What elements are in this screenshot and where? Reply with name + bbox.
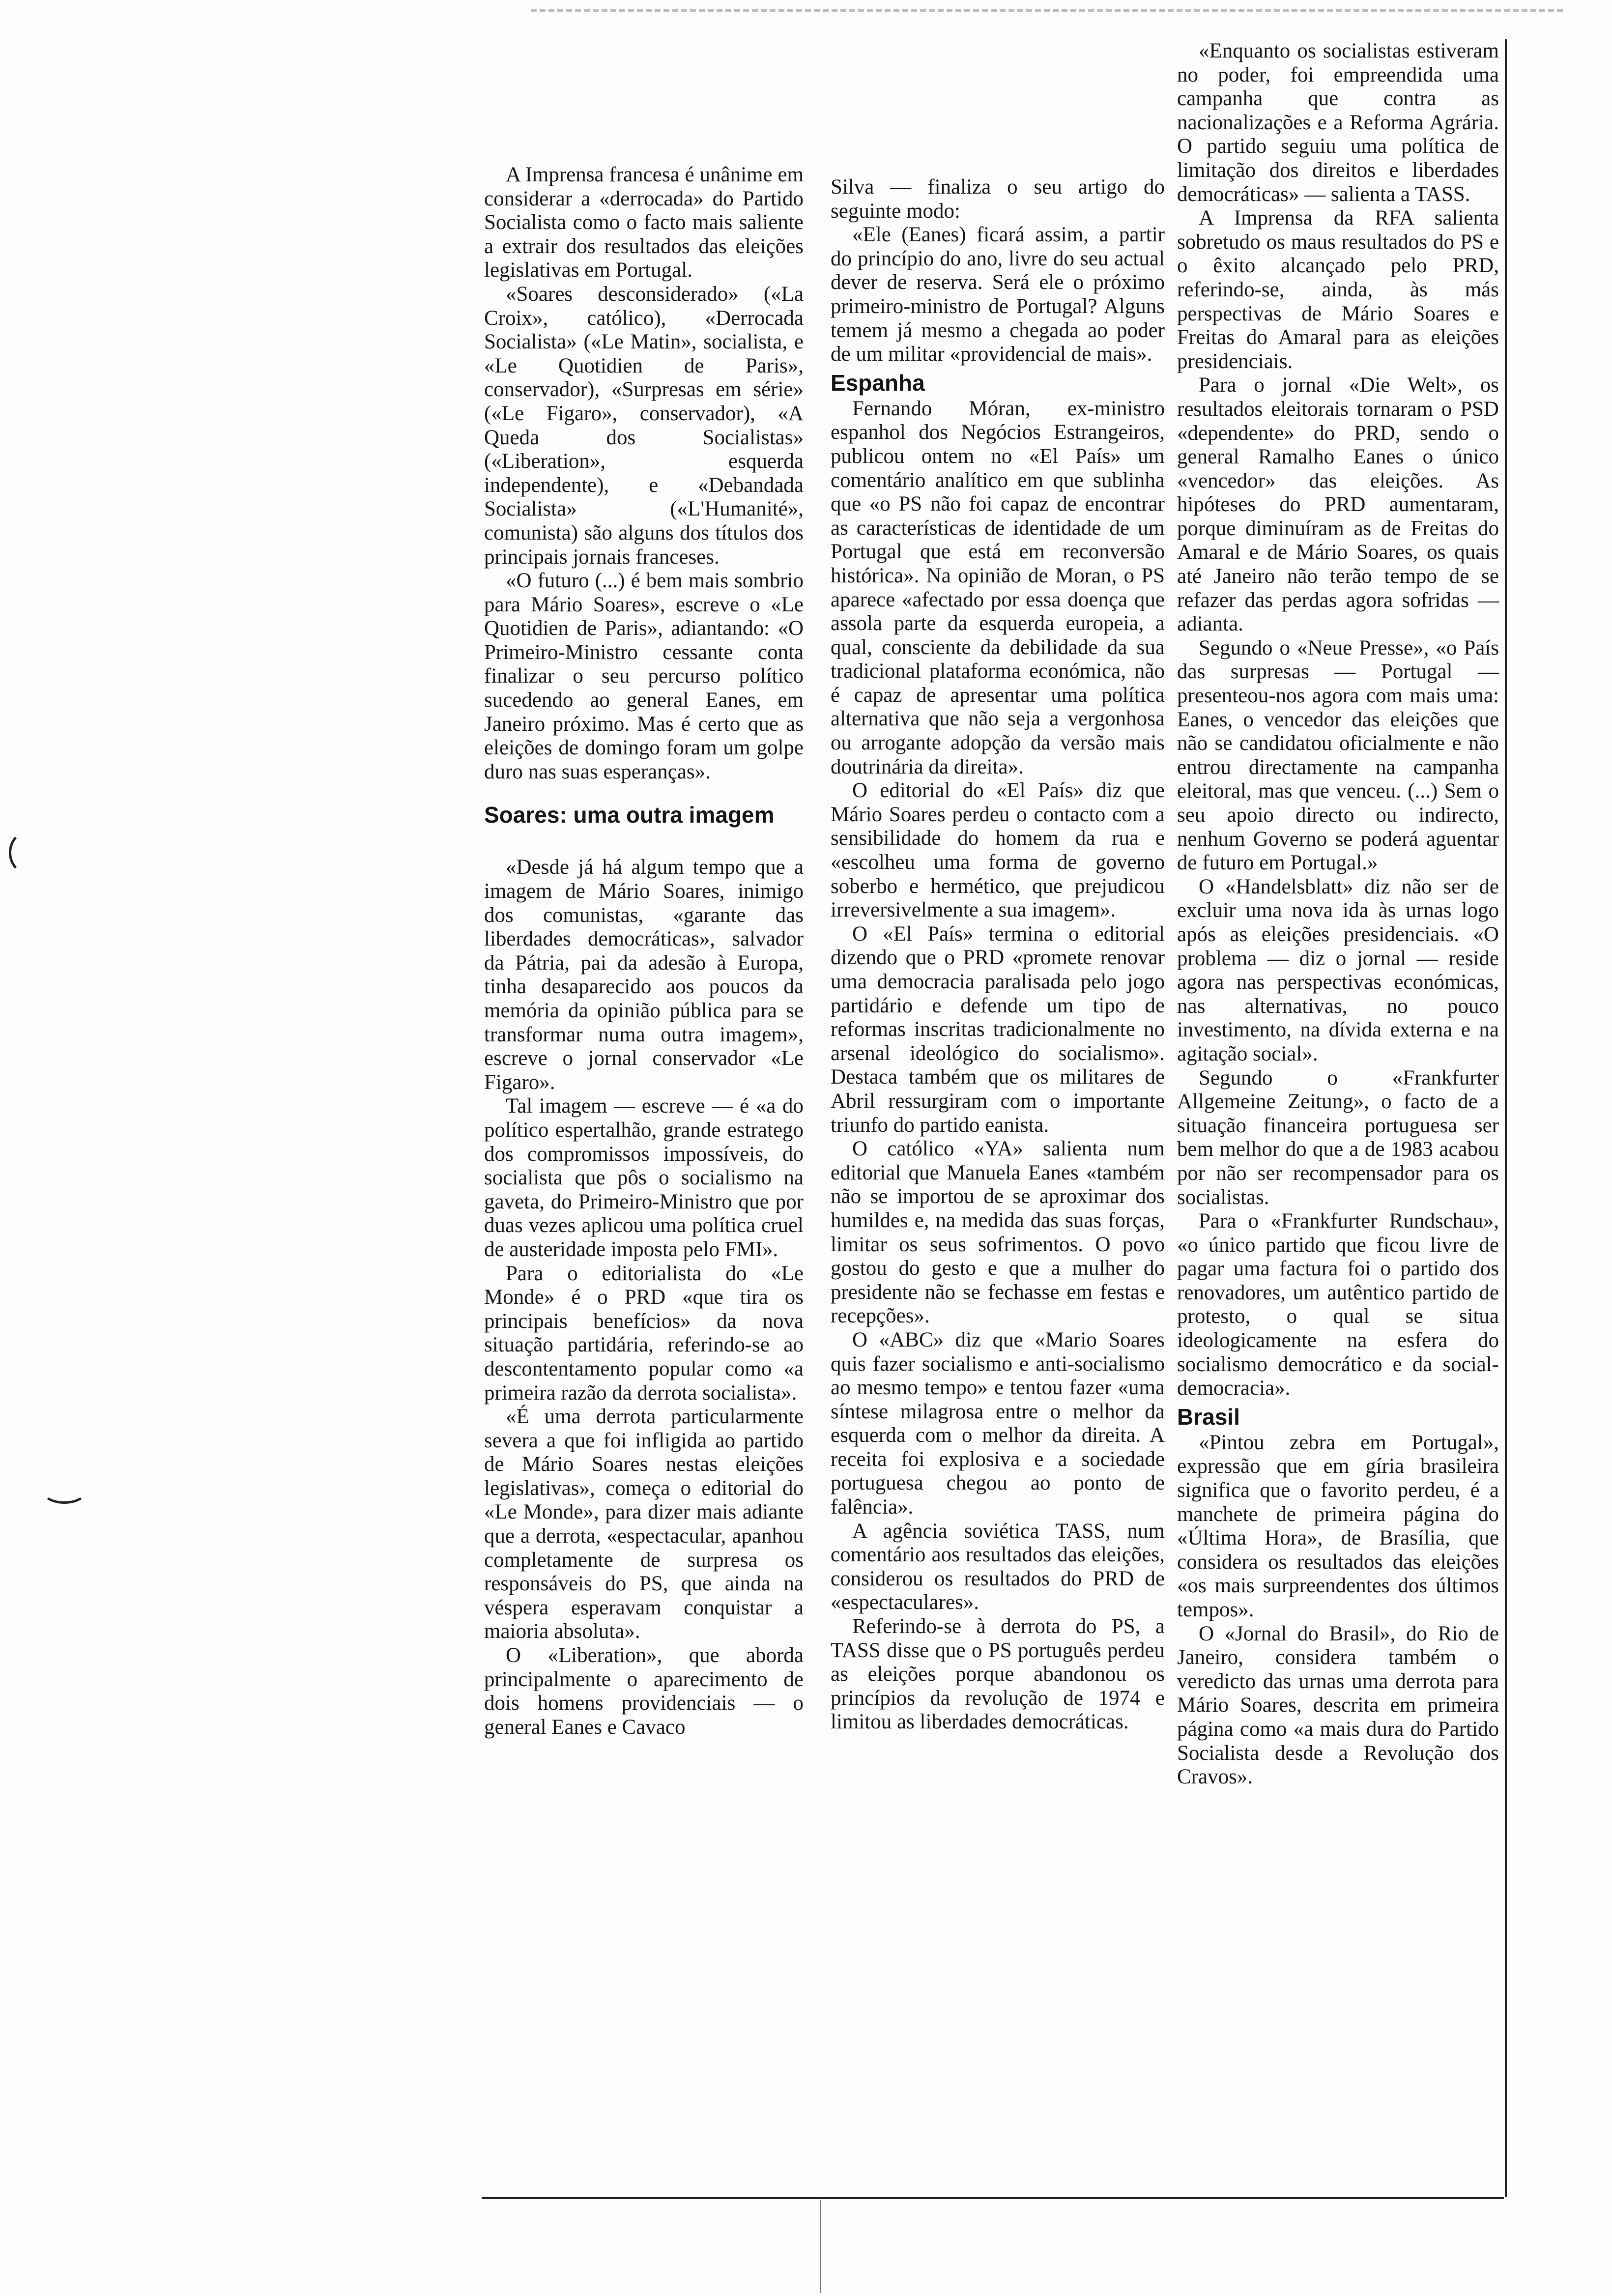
paragraph: Para o jornal «Die Welt», os resultados eleitorais tornaram o PSD «dependente» do PRD, sendo o general Ramalho Eanes o único «vencedor» das eleições. As hipóteses do PRD aumentaram, porque diminuíram as de Freitas do Amaral e de Mário Soares, os quais até Janeiro não terão tempo de se refazer das perdas agora sofridas — adianta.	[1177, 373, 1499, 636]
paragraph: Silva — finaliza o seu artigo do seguinte modo:	[831, 175, 1165, 223]
paragraph: O «Handelsblatt» diz não ser de excluir uma nova ida às urnas logo após as eleições presidenciais. «O problema — diz o jornal — reside agora nas perspectivas económicas, nas alternativas, no pouco investimento, na dívida externa e na agitação social».	[1177, 875, 1499, 1065]
paragraph: Tal imagem — escreve — é «a do político espertalhão, grande estratego dos compromissos impossíveis, do socialista que pôs o socialismo na gaveta, do Primeiro-Ministro que por duas vezes aplicou uma política cruel de austeridade imposta pelo FMI».	[484, 1094, 804, 1261]
paragraph: «O futuro (...) é bem mais sombrio para Mário Soares», escreve o «Le Quotidien de Paris», adiantando: «O Primeiro-Ministro cessante conta finalizar o seu percurso político sucedendo ao general Eanes, em Janeiro próximo. Mas é certo que as eleições de domingo foram um golpe duro nas suas esperanças».	[484, 569, 804, 783]
paragraph: «Soares desconsiderado» («La Croix», católico), «Derrocada Socialista» («Le Matin», socialista, e «Le Quotidien de Paris», conservador), «Surpresas em série» («Le Figaro», conservador), «A Queda dos Socialistas» («Liberation», esquerda independente), e «Debandada Socialista» («L'Humanité», comunista) são alguns dos títulos dos principais jornais franceses.	[484, 282, 804, 569]
paragraph: «Desde já há algum tempo que a imagem de Mário Soares, inimigo dos comunistas, «garante das liberdades democráticas», salvador da Pátria, pai da adesão à Europa, tinha desaparecido aos poucos da memória da opinião pública para se transformar numa outra imagem», escreve o jornal conservador «Le Figaro».	[484, 856, 804, 1094]
punch-hole-mark	[38, 1420, 78, 1466]
column-rule-right	[1505, 39, 1507, 2197]
paragraph: Fernando Móran, ex-ministro espanhol dos Negócios Estrangeiros, publicou ontem no «El País» um comentário analítico em que sublinha que «o PS não foi capaz de encontrar as características de identidade de um Portugal que está em reconversão histórica». Na opinião de Moran, o PS aparece «afectado por essa doença que assola parte da esquerda europeia, a qual, consciente da debilidade da sua tradicional plataforma económica, não é capaz de apresentar uma política alternativa que não seja a vergonhosa ou arrogante adopção da versão mais doutrinária da direita».	[831, 397, 1165, 778]
punch-hole-mark	[9, 831, 48, 875]
paragraph: O «Liberation», que aborda principalmente o aparecimento de dois homens providenciais — o general Eanes e Cavaco	[484, 1644, 804, 1739]
paragraph: O católico «YA» salienta num editorial que Manuela Eanes «também não se importou de se aproximar dos humildes e, na medida das suas forças, limitar os seus sofrimentos. O povo gostou do gesto e que a mulher do presidente não se fechasse em festas e recepções».	[831, 1137, 1165, 1328]
paragraph: «Enquanto os socialistas estiveram no poder, foi empreendida uma campanha que contra as nacionalizações e a Reforma Agrária. O partido seguiu uma política de limitação dos direitos e liberdades democráticas» — salienta a TASS.	[1177, 39, 1499, 206]
subheading-brasil: Brasil	[1177, 1404, 1240, 1430]
paragraph: Para o «Frankfurter Rundschau», «o único partido que ficou livre de pagar uma factura foi o partido dos renovadores, um autêntico partido de protesto, o qual se situa ideologicamente na esfera do socialismo democrático e da social-democracia».	[1177, 1209, 1499, 1400]
article-end-rule	[482, 2197, 1504, 2199]
paragraph: Segundo o «Neue Presse», «o País das surpresas — Portugal — presenteou-nos agora com mais uma: Eanes, o vencedor das eleições que não se candidatou oficialmente e não entrou directamente na campanha eleitoral, mas que venceu. (...) Sem o seu apoio directo ou indirecto, nenhum Governo se poderá aguentar de futuro em Portugal.»	[1177, 636, 1499, 875]
article-column-2	[831, 0, 1165, 1734]
clipping-cut-line	[820, 2200, 821, 2293]
paragraph: Segundo o «Frankfurter Allgemeine Zeitung», o facto de a situação financeira portuguesa ser bem melhor do que a de 1983 acabou por não ser recompensador para os socialistas.	[1177, 1066, 1499, 1209]
paragraph: O «Jornal do Brasil», do Rio de Janeiro, considera também o veredicto das urnas uma derrota para Mário Soares, descrita em primeira página como «a mais dura do Partido Socialista desde a Revolução dos Cravos».	[1177, 1622, 1499, 1789]
paragraph: O editorial do «El País» diz que Mário Soares perdeu o contacto com a sensibilidade do homem da rua e «escolheu uma forma de governo soberbo e hermético, que prejudicou irreversivelmente a sua imagem».	[831, 779, 1165, 922]
paragraph: «Pintou zebra em Portugal», expressão que em gíria brasileira significa que o favorito perdeu, é a manchete de primeira página do «Última Hora», de Brasília, que considera os resultados das eleições «os mais surpreendentes dos últimos tempos».	[1177, 1431, 1499, 1621]
article-column-3	[1177, 0, 1499, 1789]
paragraph: A Imprensa da RFA salienta sobretudo os maus resultados do PS e o êxito alcançado pelo PRD, referindo-se, ainda, às más perspectivas de Mário Soares e Freitas do Amaral para as eleições presidenciais.	[1177, 206, 1499, 373]
paragraph: Referindo-se à derrota do PS, a TASS disse que o PS português perdeu as eleições porque abandonou os princípios da revolução de 1974 e limitou as liberdades democráticas.	[831, 1615, 1165, 1734]
paragraph: Para o editorialista do «Le Monde» é o PRD «que tira os principais benefícios» da nova situação partidária, referindo-se ao descontentamento popular como «a primeira razão da derrota socialista».	[484, 1262, 804, 1405]
paragraph: A agência soviética TASS, num comentário aos resultados das eleições, considerou os resultados do PRD de «espectaculares».	[831, 1519, 1165, 1614]
article-column-1	[484, 0, 804, 1739]
paragraph: «Ele (Eanes) ficará assim, a partir do princípio do ano, livre do seu actual dever de reserva. Será ele o próximo primeiro-ministro de Portugal? Alguns temem já mesmo a chegada ao poder de um militar «providencial de mais».	[831, 223, 1165, 366]
paragraph: O «ABC» diz que «Mario Soares quis fazer socialismo e anti-socialismo ao mesmo tempo» e tentou fazer «uma síntese milagrosa entre o melhor da esquerda com o melhor da direita. A receita foi explosiva e a sociedade portuguesa chegou ao ponto de falência».	[831, 1328, 1165, 1519]
paragraph: O «El País» termina o editorial dizendo que o PRD «promete renovar uma democracia paralisada pelo jogo partidário e defende um tipo de reformas inscritas tradicionalmente no arsenal ideológico do socialismo». Destaca também que os militares de Abril ressurgiram com o importante triunfo do partido eanista.	[831, 922, 1165, 1137]
subheading-espanha: Espanha	[831, 370, 925, 396]
subheading-soares: Soares: uma outra imagem	[484, 802, 775, 828]
punch-hole-mark	[42, 1479, 86, 1504]
paragraph: A Imprensa francesa é unânime em considerar a «derrocada» do Partido Socialista como o facto mais saliente a extrair dos resultados das eleições legislativas em Portugal.	[484, 163, 804, 282]
paragraph: «É uma derrota particularmente severa a que foi infligida ao partido de Mário Soares nestas eleições legislativas», começa o editorial do «Le Monde», para dizer mais adiante que a derrota, «espectacular, apanhou completamente de surpresa os responsáveis do PS, que ainda na véspera esperavam conquistar a maioria absoluta».	[484, 1405, 804, 1643]
